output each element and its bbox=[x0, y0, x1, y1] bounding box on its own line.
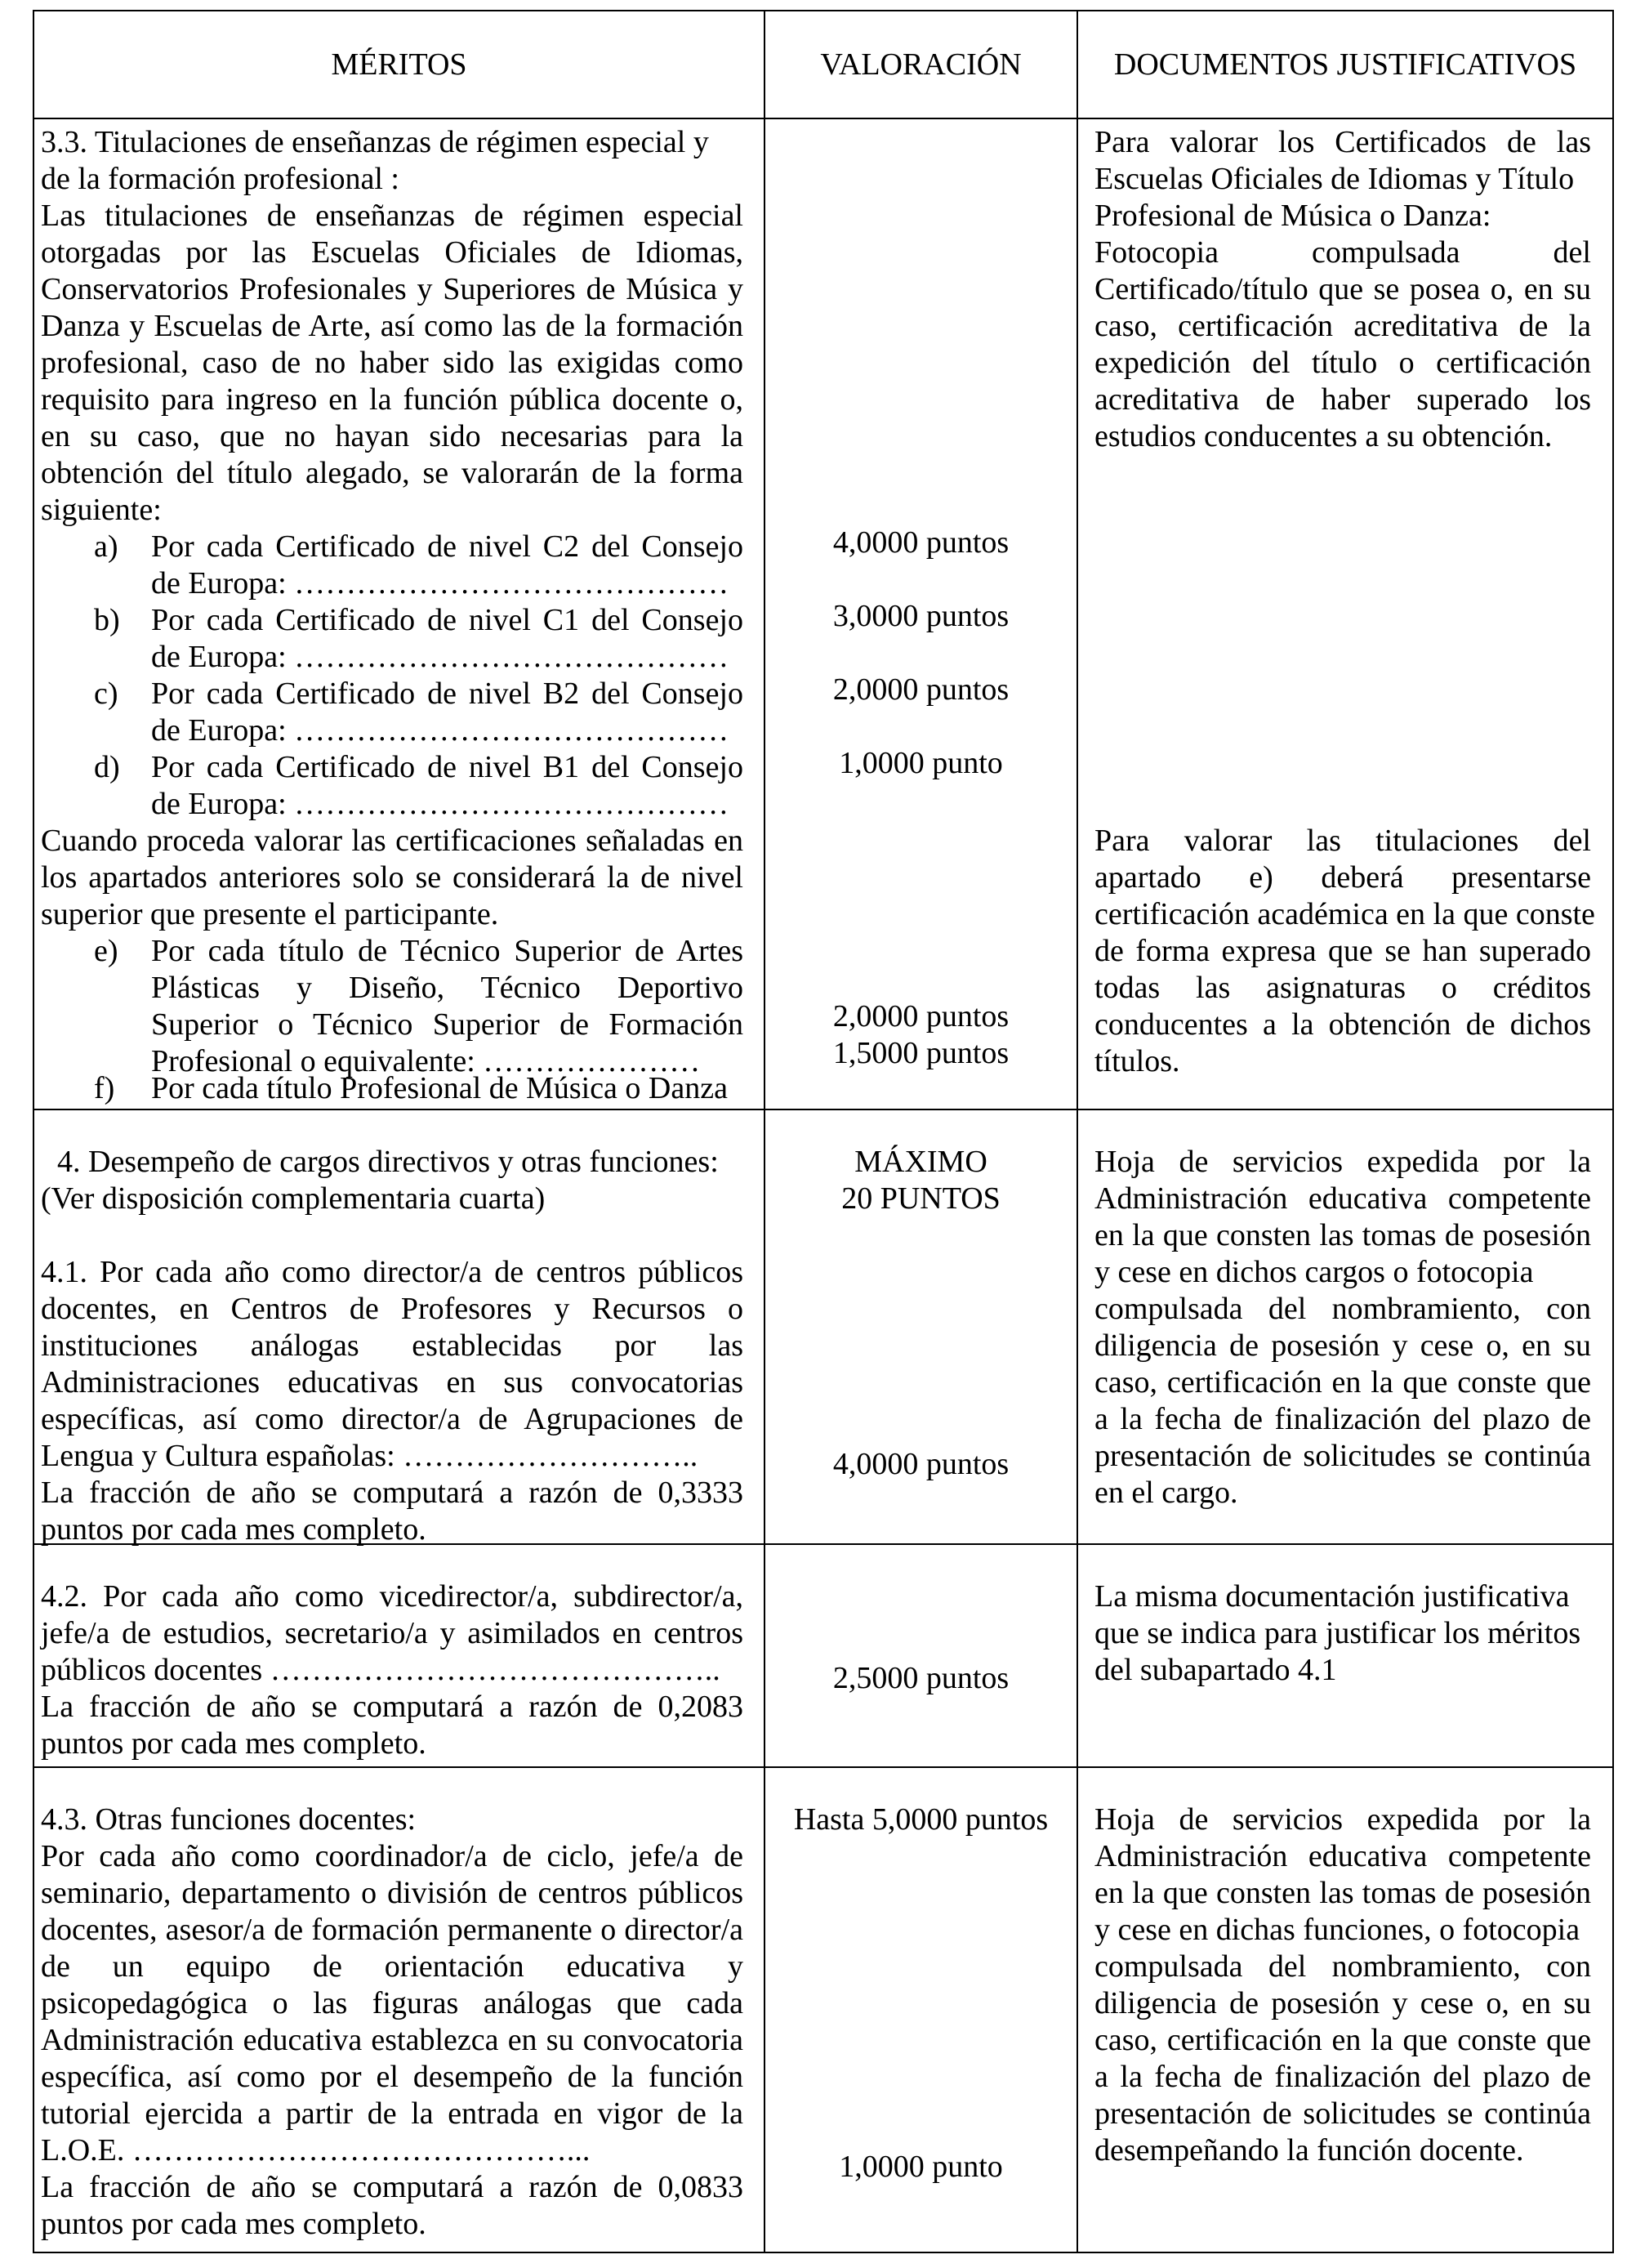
value-4-1: 4,0000 puntos bbox=[832, 1447, 1010, 1481]
doc-line: en la que consten las tomas de posesión bbox=[1094, 1218, 1591, 1252]
doc-line: y cese en dichas funciones, o fotocopia bbox=[1094, 1913, 1580, 1947]
section-title: (Ver disposición complementaria cuarta) bbox=[41, 1181, 546, 1216]
value-e: 2,0000 puntos bbox=[832, 999, 1010, 1034]
doc-line: conducentes a la obtención de dichos bbox=[1094, 1007, 1591, 1042]
text-line: otorgadas por las Escuelas Oficiales de Idiomas, bbox=[41, 235, 743, 270]
doc-line: en el cargo. bbox=[1094, 1476, 1238, 1510]
list-item-text: de Europa: …………………………………… bbox=[151, 713, 729, 748]
doc-line: Para valorar los Certificados de las bbox=[1094, 125, 1591, 159]
text-line: seminario, departamento o división de centros públicos bbox=[41, 1876, 743, 1910]
text-line: siguiente: bbox=[41, 493, 162, 527]
list-item-text: Por cada Certificado de nivel C1 del Consejo bbox=[151, 603, 743, 637]
text-line: públicos docentes …………………………………….. bbox=[41, 1653, 720, 1687]
note-line: superior que presente el participante. bbox=[41, 897, 499, 931]
list-item-text: Por cada Certificado de nivel C2 del Consejo bbox=[151, 529, 743, 564]
doc-line: títulos. bbox=[1094, 1044, 1180, 1078]
text-line: docentes, en Centros de Profesores y Recursos o bbox=[41, 1292, 743, 1326]
header-meritos: MÉRITOS bbox=[331, 47, 467, 82]
list-item-text: Por cada título Profesional de Música o Danza bbox=[151, 1071, 728, 1105]
text-line: 4.1. Por cada año como director/a de centros públicos bbox=[41, 1255, 743, 1289]
doc-line: diligencia de posesión y cese o, en su bbox=[1094, 1986, 1591, 2020]
text-line: Administración educativa establezca en su convocatoria bbox=[41, 2023, 743, 2057]
col-divider-2 bbox=[1077, 10, 1078, 2253]
list-item-text: de Europa: …………………………………… bbox=[151, 787, 729, 821]
doc-line: del subapartado 4.1 bbox=[1094, 1653, 1337, 1687]
doc-line: compulsada del nombramiento, con bbox=[1094, 1292, 1591, 1326]
doc-line: que se indica para justificar los méritos bbox=[1094, 1616, 1581, 1650]
text-line: profesional, caso de no haber sido las exigidas como bbox=[41, 346, 743, 380]
doc-line: desempeñando la función docente. bbox=[1094, 2133, 1524, 2168]
text-line: jefe/a de estudios, secretario/a y asimilados en centros bbox=[41, 1616, 743, 1650]
list-item-label: e) bbox=[94, 934, 118, 968]
note-line: los apartados anteriores solo se considerará la de nivel bbox=[41, 860, 743, 895]
doc-line: compulsada del nombramiento, con bbox=[1094, 1949, 1591, 1984]
doc-line: estudios conducentes a su obtención. bbox=[1094, 419, 1553, 453]
list-item-text: Por cada título de Técnico Superior de Artes bbox=[151, 934, 743, 968]
table-right-border bbox=[1612, 10, 1614, 2253]
doc-line: apartado e) deberá presentarse bbox=[1094, 860, 1591, 895]
text-line: 4.2. Por cada año como vicedirector/a, subdirector/a, bbox=[41, 1579, 743, 1614]
value-b2: 2,0000 puntos bbox=[832, 672, 1010, 707]
text-line: tutorial ejercida a partir de la entrada en vigor de la bbox=[41, 2096, 743, 2131]
text-line: Lengua y Cultura españolas: ……………………….. bbox=[41, 1439, 698, 1473]
text-line: psicopedagógica o las figuras análogas que cada bbox=[41, 1986, 743, 2020]
doc-line: todas las asignaturas o créditos bbox=[1094, 971, 1591, 1005]
doc-line: y cese en dichos cargos o fotocopia bbox=[1094, 1255, 1534, 1289]
value-b1: 1,0000 punto bbox=[839, 746, 1003, 780]
row-border-3 bbox=[33, 1766, 1614, 1768]
doc-line: Administración educativa competente bbox=[1094, 1181, 1591, 1216]
list-item-text: Por cada Certificado de nivel B1 del Consejo bbox=[151, 750, 743, 784]
doc-line: presentación de solicitudes se continúa bbox=[1094, 2096, 1591, 2131]
doc-line: expedición del título o certificación bbox=[1094, 346, 1591, 380]
row-border-1 bbox=[33, 1109, 1614, 1110]
doc-line: Certificado/título que se posea o, en su bbox=[1094, 272, 1591, 306]
doc-line: certificación académica en la que conste bbox=[1094, 897, 1595, 931]
col-divider-1 bbox=[764, 10, 765, 2253]
doc-line: de forma expresa que se han superado bbox=[1094, 934, 1591, 968]
text-line: puntos por cada mes completo. bbox=[41, 1512, 426, 1547]
hasta-4-3: Hasta 5,0000 puntos bbox=[793, 1802, 1049, 1837]
list-item-text: Plásticas y Diseño, Técnico Deportivo bbox=[151, 971, 743, 1005]
doc-line: presentación de solicitudes se continúa bbox=[1094, 1439, 1591, 1473]
doc-line: Hoja de servicios expedida por la bbox=[1094, 1145, 1591, 1179]
text-line: puntos por cada mes completo. bbox=[41, 2207, 426, 2241]
doc-line: Para valorar las titulaciones del bbox=[1094, 824, 1591, 858]
list-item-label: c) bbox=[94, 676, 118, 711]
text-line: La fracción de año se computará a razón de 0,0833 bbox=[41, 2170, 743, 2204]
text-line: Danza y Escuelas de Arte, así como las de la formación bbox=[41, 309, 743, 343]
doc-line: Profesional de Música o Danza: bbox=[1094, 199, 1491, 233]
header-documentos: DOCUMENTOS JUSTIFICATIVOS bbox=[1113, 47, 1577, 82]
text-line: La fracción de año se computará a razón de 0,3333 bbox=[41, 1476, 743, 1510]
list-item-text: de Europa: …………………………………… bbox=[151, 640, 729, 674]
text-line: Administraciones educativas en sus convocatorias bbox=[41, 1365, 743, 1400]
text-line: docentes, asesor/a de formación permanente o director/a bbox=[41, 1913, 743, 1947]
section-title: 4. Desempeño de cargos directivos y otras funciones: bbox=[57, 1145, 719, 1179]
text-line: de un equipo de orientación educativa y bbox=[41, 1949, 743, 1984]
text-line: requisito para ingreso en la función pública docente o, bbox=[41, 382, 743, 417]
table-bottom-border bbox=[33, 2252, 1614, 2253]
text-line: Las titulaciones de enseñanzas de régimen especial bbox=[41, 199, 743, 233]
doc-line: caso, certificación acreditativa de la bbox=[1094, 309, 1591, 343]
value-4-2: 2,5000 puntos bbox=[832, 1661, 1010, 1695]
maximo-points: 20 PUNTOS bbox=[841, 1181, 1001, 1216]
doc-line: Fotocopia compulsada del bbox=[1094, 235, 1591, 270]
value-c1: 3,0000 puntos bbox=[832, 599, 1010, 633]
text-line: Por cada año como coordinador/a de ciclo, jefe/a de bbox=[41, 1839, 743, 1873]
table-left-border bbox=[33, 10, 34, 2253]
doc-line: caso, certificación en la que conste que bbox=[1094, 1365, 1591, 1400]
value-4-3: 1,0000 punto bbox=[839, 2150, 1003, 2184]
doc-line: diligencia de posesión y cese o, en su bbox=[1094, 1328, 1591, 1363]
list-item-label: f) bbox=[94, 1071, 115, 1105]
text-line: de la formación profesional : bbox=[41, 162, 399, 196]
doc-line: a la fecha de finalización del plazo de bbox=[1094, 1402, 1591, 1436]
doc-line: acreditativa de haber superado los bbox=[1094, 382, 1591, 417]
text-line: La fracción de año se computará a razón de 0,2083 bbox=[41, 1690, 743, 1724]
text-line: 3.3. Titulaciones de enseñanzas de régimen especial y bbox=[41, 125, 709, 159]
list-item-label: d) bbox=[94, 750, 120, 784]
doc-line: Hoja de servicios expedida por la bbox=[1094, 1802, 1591, 1837]
text-line: L.O.E. ……………………………………... bbox=[41, 2133, 591, 2168]
text-line: Conservatorios Profesionales y Superiores de Música y bbox=[41, 272, 743, 306]
list-item-label: b) bbox=[94, 603, 120, 637]
text-line: instituciones análogas establecidas por las bbox=[41, 1328, 743, 1363]
value-c2: 4,0000 puntos bbox=[832, 525, 1010, 560]
text-line: 4.3. Otras funciones docentes: bbox=[41, 1802, 417, 1837]
doc-line: a la fecha de finalización del plazo de bbox=[1094, 2060, 1591, 2094]
text-line: específicas, así como director/a de Agrupaciones de bbox=[41, 1402, 743, 1436]
list-item-label: a) bbox=[94, 529, 118, 564]
list-item-text: Por cada Certificado de nivel B2 del Consejo bbox=[151, 676, 743, 711]
doc-line: Administración educativa competente bbox=[1094, 1839, 1591, 1873]
text-line: específica, así como por el desempeño de la función bbox=[41, 2060, 743, 2094]
note-line: Cuando proceda valorar las certificaciones señaladas en bbox=[41, 824, 743, 858]
doc-line: caso, certificación en la que conste que bbox=[1094, 2023, 1591, 2057]
list-item-text: Superior o Técnico Superior de Formación bbox=[151, 1007, 743, 1042]
text-line: en su caso, que no hayan sido necesarias para la bbox=[41, 419, 743, 453]
maximo-label: MÁXIMO bbox=[854, 1145, 987, 1179]
header-bottom-border bbox=[33, 118, 1614, 119]
doc-line: Escuelas Oficiales de Idiomas y Título bbox=[1094, 162, 1575, 196]
value-f: 1,5000 puntos bbox=[832, 1036, 1010, 1070]
header-valoracion: VALORACIÓN bbox=[820, 47, 1022, 82]
text-line: obtención del título alegado, se valorarán de la forma bbox=[41, 456, 743, 490]
text-line: puntos por cada mes completo. bbox=[41, 1726, 426, 1761]
list-item-text: de Europa: …………………………………… bbox=[151, 566, 729, 600]
table-top-border bbox=[33, 10, 1614, 11]
doc-line: La misma documentación justificativa bbox=[1094, 1579, 1570, 1614]
doc-line: en la que consten las tomas de posesión bbox=[1094, 1876, 1591, 1910]
list-item-text: Profesional o equivalente: ………………… bbox=[151, 1044, 701, 1078]
